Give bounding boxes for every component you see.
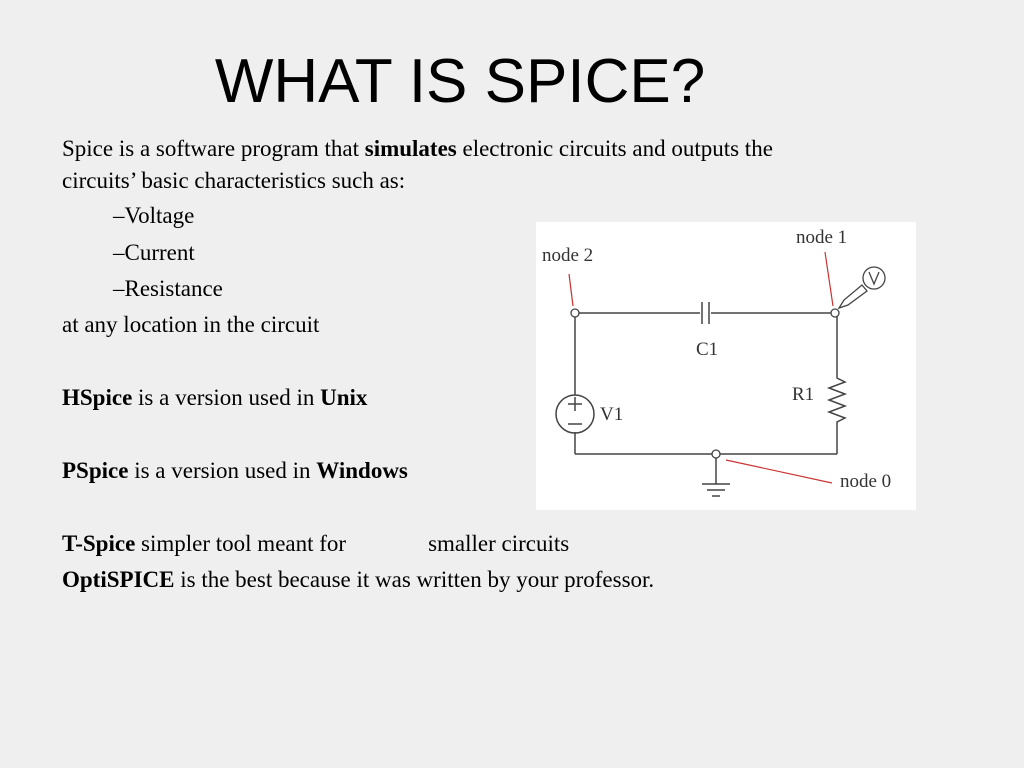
- node-2-label: node 2: [542, 245, 594, 266]
- intro-line-1: [62, 133, 773, 165]
- circuit-svg: [536, 222, 916, 510]
- node-0-label: node 0: [840, 471, 892, 492]
- pspice-name: PSpice: [62, 458, 129, 483]
- intro-text-2: electronic circuits and outputs the: [456, 136, 773, 161]
- node-2-marker: [571, 309, 579, 317]
- tspice-line: [62, 528, 569, 560]
- r1-label: R1: [792, 384, 815, 405]
- tspice-text-2: smaller circuits: [428, 531, 570, 556]
- tspice-name: T-Spice: [62, 531, 136, 556]
- node-1-label: node 1: [796, 227, 848, 248]
- optispice-line: [62, 564, 654, 596]
- voltmeter-probe-icon: [839, 267, 885, 308]
- resistor-r1: [829, 372, 845, 426]
- hspice-platform: Unix: [320, 385, 368, 410]
- capacitor-c1: [702, 302, 709, 324]
- slide-title: WHAT IS SPICE?: [214, 47, 706, 116]
- bullet-current: –Current: [113, 240, 195, 265]
- node-0-marker: [712, 450, 720, 458]
- pspice-line: [62, 455, 408, 487]
- intro-text-1: Spice is a software program that: [62, 136, 365, 161]
- pspice-platform: Windows: [316, 458, 408, 483]
- hspice-line: [62, 382, 367, 414]
- intro-line-2: circuits’ basic characteristics such as:: [62, 168, 406, 193]
- voltage-source-v1: [556, 395, 594, 433]
- node-1-pointer: [825, 252, 833, 306]
- node-1-marker: [831, 309, 839, 317]
- node-0-pointer: [726, 460, 832, 483]
- node-2-pointer: [569, 274, 573, 306]
- intro-bold-simulates: simulates: [364, 136, 457, 161]
- hspice-text: is a version used in: [132, 385, 321, 410]
- bullet-resistance: –Resistance: [113, 276, 223, 301]
- v1-label: V1: [600, 404, 624, 425]
- tspice-text-1: simpler tool meant for: [135, 531, 347, 556]
- optispice-text: is the best because it was written by your professor.: [174, 567, 655, 592]
- circuit-diagram: [536, 222, 916, 510]
- pspice-text: is a version used in: [128, 458, 317, 483]
- c1-label: C1: [696, 339, 719, 360]
- location-line: at any location in the circuit: [62, 312, 320, 337]
- ground-symbol: [702, 454, 730, 496]
- optispice-name: OptiSPICE: [62, 567, 175, 592]
- hspice-name: HSpice: [62, 385, 133, 410]
- node-pointers: [569, 252, 833, 483]
- bullet-voltage: –Voltage: [113, 203, 195, 228]
